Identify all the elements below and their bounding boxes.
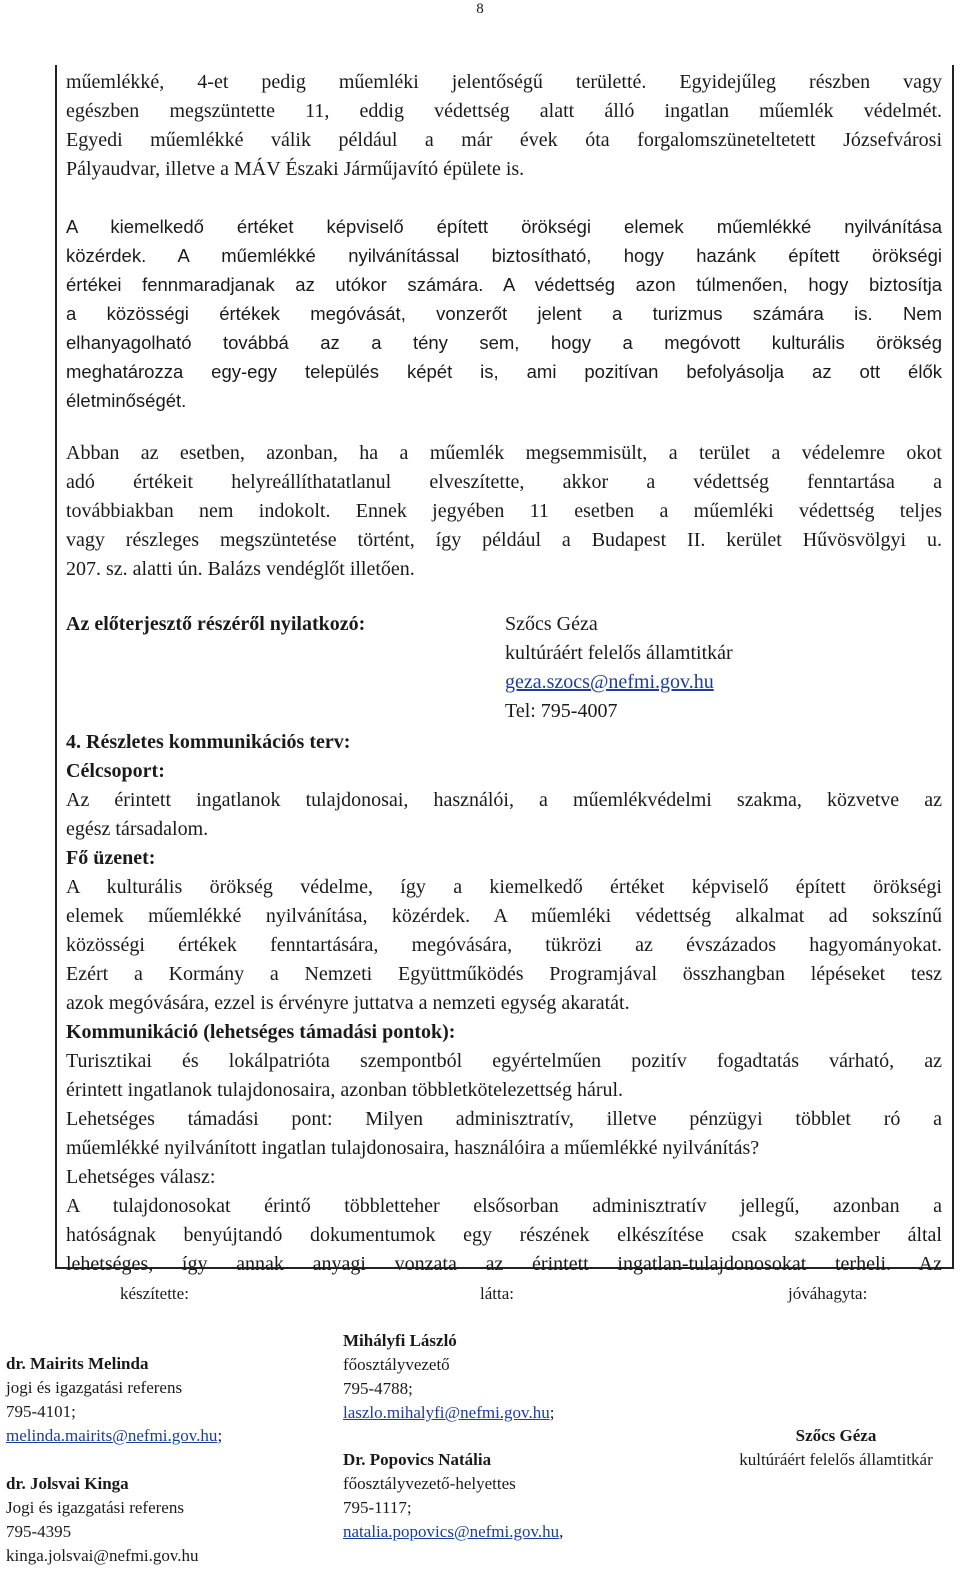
statement-name: Szőcs Géza	[505, 613, 598, 635]
person-email: kinga.jolsvai@nefmi.gov.hu	[6, 1546, 199, 1565]
statement-title: kultúráért felelős államtitkár	[505, 642, 733, 664]
text-line: Egyedi műemlékké válik például a már évek óta forgalomszüneteltetett Józsefvárosi	[66, 129, 942, 151]
statement-block	[505, 610, 733, 726]
text-line: érintett ingatlanok tulajdonosaira, azonban többletkötelezettség hárul.	[66, 1079, 624, 1101]
text-line: azok megóvására, ezzel is érvényre juttatva a nemzeti egység akaratát.	[66, 992, 630, 1014]
approved-person	[716, 1424, 956, 1472]
text-line: értékei fennmaradjanak az utókor számára. A védettség azon túlmenően, hogy biztosítja	[66, 274, 942, 295]
person-phone: 795-4101;	[6, 1402, 76, 1421]
text-line: adó értékeit helyreállíthatatlanul elveszítette, akkor a védettség fenntartása a	[66, 471, 942, 493]
prepared-person-2	[6, 1472, 199, 1568]
person-email-link[interactable]: natalia.popovics@nefmi.gov.hu	[343, 1522, 560, 1541]
text-line: közösségi értékek fenntartására, megóvására, tükrözi az évszázados hagyományokat.	[66, 934, 942, 956]
paragraph-2	[66, 212, 942, 415]
paragraph-1	[66, 68, 942, 184]
email-suffix: ;	[549, 1403, 555, 1422]
seen-label: látta:	[480, 1284, 514, 1303]
seen-person-2	[343, 1448, 563, 1544]
text-line: továbbiakban nem indokolt. Ennek jegyében 11 esetben a műemléki védettség teljes	[66, 500, 942, 522]
person-name: Mihályfi László	[343, 1331, 457, 1350]
person-role: kultúráért felelős államtitkár	[739, 1450, 933, 1469]
statement-phone: Tel: 795-4007	[505, 700, 618, 722]
text-line: Turisztikai és lokálpatrióta szempontból egyértelműen pozitív fogadtatás várható, az	[66, 1050, 942, 1072]
target-label: Célcsoport:	[66, 760, 165, 782]
person-phone: 795-4395	[6, 1522, 72, 1541]
prepared-person-1	[6, 1352, 222, 1448]
person-name: dr. Jolsvai Kinga	[6, 1474, 129, 1493]
text-line: 207. sz. alatti ún. Balázs vendéglőt illetően.	[66, 558, 415, 580]
email-suffix: ;	[217, 1426, 223, 1445]
text-line: Az érintett ingatlanok tulajdonosai, használói, a műemlékvédelmi szakma, közvetve az	[66, 789, 942, 811]
text-line: meghatározza egy-egy település képét is, ami pozitívan befolyásolja az ott élők	[66, 361, 942, 382]
text-line: egész társadalom.	[66, 818, 209, 840]
text-line: műemlékké, 4-et pedig műemléki jelentőségű területté. Egyidejűleg részben vagy	[66, 71, 942, 93]
communication-label: Kommunikáció (lehetséges támadási pontok):	[66, 1021, 456, 1043]
email-suffix: ,	[559, 1522, 564, 1541]
text-line: Ezért a Kormány a Nemzeti Együttműködés Programjával összhangban lépéseket tesz	[66, 963, 942, 985]
text-line: A tulajdonosokat érintő többletteher elsősorban adminisztratív jellegű, azonban a	[66, 1195, 942, 1217]
text-line: Lehetséges támadási pont: Milyen adminisztratív, illetve pénzügyi többlet ró a	[66, 1108, 942, 1130]
person-role: főosztályvezető	[343, 1355, 450, 1374]
text-line: Abban az esetben, azonban, ha a műemlék megsemmisült, a terület a védelemre okot	[66, 442, 942, 464]
seen-person-1	[343, 1329, 554, 1425]
statement-email-link[interactable]: geza.szocs@nefmi.gov.hu	[505, 671, 714, 693]
text-line: vagy részleges megszüntetése történt, így például a Budapest II. kerület Hűvösvölgyi u.	[66, 529, 942, 551]
approved-label: jóváhagyta:	[788, 1284, 868, 1303]
text-line: egészben megszüntette 11, eddig védettség alatt álló ingatlan műemlék védelmét.	[66, 100, 942, 122]
page-number: 8	[476, 1, 484, 17]
text-line: Pályaudvar, illetve a MÁV Északi Járműjavító épülete is.	[66, 158, 525, 180]
person-role: Jogi és igazgatási referens	[6, 1498, 184, 1517]
person-email-link[interactable]: melinda.mairits@nefmi.gov.hu	[6, 1426, 218, 1445]
person-name: Dr. Popovics Natália	[343, 1450, 492, 1469]
prepared-label: készítette:	[120, 1284, 189, 1303]
text-line: műemlékké nyilvánított ingatlan tulajdonosaira, használóira a műemlékké nyilvánítás?	[66, 1137, 760, 1159]
text-line: lehetséges, így annak anyagi vonzata az érintett ingatlan-tulajdonosokat terheli. Az	[66, 1253, 942, 1275]
text-line: életminőségét.	[66, 390, 187, 411]
section-4	[66, 728, 942, 1279]
text-line: a közösségi értékek megóvását, vonzerőt jelent a turizmus számára is. Nem	[66, 303, 942, 324]
text-line: Lehetséges válasz:	[66, 1166, 216, 1188]
text-line: elemek műemlékké nyilvánítása, közérdek. A műemléki védettség alkalmat ad sokszínű	[66, 905, 942, 927]
paragraph-3	[66, 439, 942, 584]
person-name: dr. Mairits Melinda	[6, 1354, 149, 1373]
message-label: Fő üzenet:	[66, 847, 156, 869]
person-role: jogi és igazgatási referens	[6, 1378, 183, 1397]
person-role: főosztályvezető-helyettes	[343, 1474, 516, 1493]
text-line: elhanyagolható továbbá az a tény sem, hogy a megóvott kulturális örökség	[66, 332, 942, 353]
person-phone: 795-1117;	[343, 1498, 412, 1517]
person-name: Szőcs Géza	[795, 1426, 877, 1445]
person-phone: 795-4788;	[343, 1379, 413, 1398]
text-line: közérdek. A műemlékké nyilvánítással biztosítható, hogy hazánk épített örökségi	[66, 245, 942, 266]
text-line: hatóságnak benyújtandó dokumentumok egy részének elkészítése csak szakember által	[66, 1224, 942, 1246]
statement-label: Az előterjesztő részéről nyilatkozó:	[66, 613, 366, 635]
text-line: A kulturális örökség védelme, így a kiemelkedő értéket képviselő épített örökségi	[66, 876, 942, 898]
person-email-link[interactable]: laszlo.mihalyfi@nefmi.gov.hu	[343, 1403, 550, 1422]
section-heading: 4. Részletes kommunikációs terv:	[66, 731, 351, 753]
text-line: A kiemelkedő értéket képviselő épített örökségi elemek műemlékké nyilvánítása	[66, 216, 942, 237]
